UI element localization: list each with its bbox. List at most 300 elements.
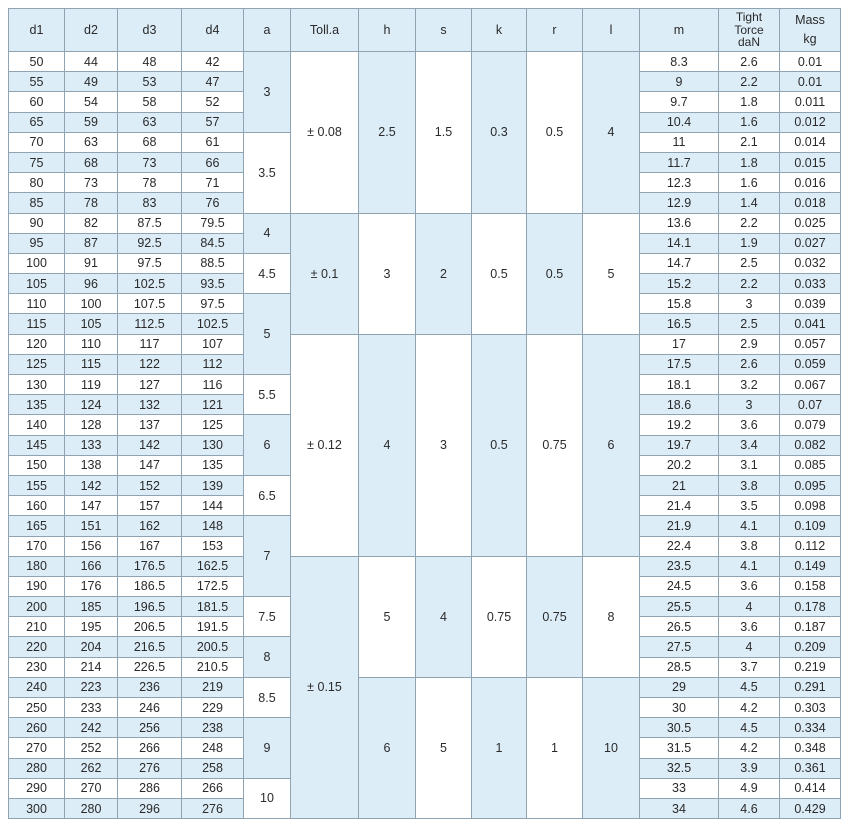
cell-d3: 286 [118, 778, 182, 798]
cell-m: 13.6 [640, 213, 719, 233]
cell-d1: 165 [9, 516, 65, 536]
cell-tight-torque: 2.9 [719, 334, 780, 354]
cell-tight-torque: 2.6 [719, 52, 780, 72]
cell-m: 9.7 [640, 92, 719, 112]
cell-d2: 49 [65, 72, 118, 92]
cell-d4: 210.5 [182, 657, 244, 677]
cell-tight-torque: 3.2 [719, 375, 780, 395]
cell-d1: 155 [9, 475, 65, 495]
cell-toll: ± 0.08 [291, 52, 359, 214]
cell-d4: 276 [182, 798, 244, 818]
cell-mass: 0.01 [780, 72, 841, 92]
cell-d4: 139 [182, 475, 244, 495]
cell-m: 12.9 [640, 193, 719, 213]
cell-a: 7 [244, 516, 291, 597]
table-row [9, 52, 841, 72]
cell-d4: 66 [182, 152, 244, 172]
cell-d1: 170 [9, 536, 65, 556]
cell-d4: 107 [182, 334, 244, 354]
header-l: l [583, 9, 640, 52]
cell-mass: 0.334 [780, 718, 841, 738]
cell-d3: 196.5 [118, 597, 182, 617]
cell-mass: 0.219 [780, 657, 841, 677]
cell-d1: 145 [9, 435, 65, 455]
cell-d3: 206.5 [118, 617, 182, 637]
cell-mass: 0.059 [780, 354, 841, 374]
cell-d1: 150 [9, 455, 65, 475]
cell-d1: 60 [9, 92, 65, 112]
cell-tight-torque: 4.6 [719, 798, 780, 818]
cell-d3: 58 [118, 92, 182, 112]
cell-m: 15.2 [640, 274, 719, 294]
cell-d3: 122 [118, 354, 182, 374]
cell-m: 22.4 [640, 536, 719, 556]
cell-mass: 0.082 [780, 435, 841, 455]
cell-d2: 280 [65, 798, 118, 818]
cell-a: 8 [244, 637, 291, 677]
cell-a: 7.5 [244, 597, 291, 637]
cell-mass: 0.025 [780, 213, 841, 233]
header-a: a [244, 9, 291, 52]
cell-d2: 119 [65, 375, 118, 395]
cell-mass: 0.348 [780, 738, 841, 758]
cell-d4: 200.5 [182, 637, 244, 657]
cell-d3: 147 [118, 455, 182, 475]
cell-m: 14.7 [640, 253, 719, 273]
cell-k: 0.5 [472, 334, 527, 556]
cell-d2: 142 [65, 475, 118, 495]
cell-d2: 128 [65, 415, 118, 435]
cell-d3: 176.5 [118, 556, 182, 576]
cell-l: 4 [583, 52, 640, 214]
cell-d3: 216.5 [118, 637, 182, 657]
cell-tight-torque: 4.1 [719, 556, 780, 576]
cell-d1: 190 [9, 576, 65, 596]
cell-mass: 0.178 [780, 597, 841, 617]
cell-l: 10 [583, 677, 640, 818]
cell-m: 23.5 [640, 556, 719, 576]
cell-m: 32.5 [640, 758, 719, 778]
header-toll: Toll.a [291, 9, 359, 52]
cell-d1: 270 [9, 738, 65, 758]
cell-tight-torque: 4.2 [719, 698, 780, 718]
cell-d3: 97.5 [118, 253, 182, 273]
cell-h: 2.5 [359, 52, 416, 214]
cell-tight-torque: 3.1 [719, 455, 780, 475]
cell-mass: 0.187 [780, 617, 841, 637]
cell-d3: 107.5 [118, 294, 182, 314]
cell-l: 8 [583, 556, 640, 677]
cell-tight-torque: 3.4 [719, 435, 780, 455]
cell-h: 4 [359, 334, 416, 556]
cell-m: 29 [640, 677, 719, 697]
cell-tight-torque: 3.7 [719, 657, 780, 677]
cell-d1: 220 [9, 637, 65, 657]
cell-d4: 102.5 [182, 314, 244, 334]
cell-d4: 71 [182, 173, 244, 193]
cell-tight-torque: 3.9 [719, 758, 780, 778]
cell-d2: 96 [65, 274, 118, 294]
cell-d3: 73 [118, 152, 182, 172]
cell-tight-torque: 2.2 [719, 213, 780, 233]
cell-d4: 76 [182, 193, 244, 213]
cell-mass: 0.079 [780, 415, 841, 435]
cell-d1: 55 [9, 72, 65, 92]
cell-d1: 140 [9, 415, 65, 435]
table-row [9, 334, 841, 354]
cell-d2: 138 [65, 455, 118, 475]
header-mass-line2: kg [803, 32, 817, 46]
cell-l: 5 [583, 213, 640, 334]
cell-d3: 87.5 [118, 213, 182, 233]
cell-d1: 230 [9, 657, 65, 677]
cell-mass: 0.039 [780, 294, 841, 314]
header-k: k [472, 9, 527, 52]
cell-d4: 84.5 [182, 233, 244, 253]
cell-d2: 176 [65, 576, 118, 596]
cell-tight-torque: 1.9 [719, 233, 780, 253]
header-mass [780, 9, 841, 52]
cell-m: 33 [640, 778, 719, 798]
cell-tight-torque: 3.8 [719, 475, 780, 495]
cell-d4: 153 [182, 536, 244, 556]
cell-d4: 61 [182, 132, 244, 152]
cell-d3: 63 [118, 112, 182, 132]
cell-toll: ± 0.15 [291, 556, 359, 818]
cell-d2: 233 [65, 698, 118, 718]
cell-d4: 93.5 [182, 274, 244, 294]
cell-d1: 110 [9, 294, 65, 314]
cell-m: 17 [640, 334, 719, 354]
cell-d3: 132 [118, 395, 182, 415]
header-tight-torque [719, 9, 780, 52]
cell-d1: 75 [9, 152, 65, 172]
cell-tight-torque: 3.8 [719, 536, 780, 556]
cell-tight-torque: 4.2 [719, 738, 780, 758]
cell-tight-torque: 2.5 [719, 253, 780, 273]
cell-d2: 147 [65, 496, 118, 516]
cell-d2: 185 [65, 597, 118, 617]
cell-a: 8.5 [244, 677, 291, 717]
cell-d3: 102.5 [118, 274, 182, 294]
cell-m: 17.5 [640, 354, 719, 374]
cell-d1: 240 [9, 677, 65, 697]
cell-d2: 204 [65, 637, 118, 657]
cell-a: 9 [244, 718, 291, 779]
cell-d1: 160 [9, 496, 65, 516]
cell-m: 26.5 [640, 617, 719, 637]
cell-s: 2 [416, 213, 472, 334]
cell-d4: 130 [182, 435, 244, 455]
cell-d3: 48 [118, 52, 182, 72]
cell-mass: 0.414 [780, 778, 841, 798]
header-d3: d3 [118, 9, 182, 52]
cell-tight-torque: 4.5 [719, 677, 780, 697]
table-row [9, 556, 841, 576]
cell-d4: 52 [182, 92, 244, 112]
cell-d4: 97.5 [182, 294, 244, 314]
cell-s: 4 [416, 556, 472, 677]
cell-d1: 90 [9, 213, 65, 233]
cell-mass: 0.095 [780, 475, 841, 495]
cell-d3: 142 [118, 435, 182, 455]
cell-mass: 0.014 [780, 132, 841, 152]
dimension-table [8, 8, 841, 819]
cell-d2: 63 [65, 132, 118, 152]
cell-d4: 266 [182, 778, 244, 798]
cell-d1: 280 [9, 758, 65, 778]
cell-d2: 44 [65, 52, 118, 72]
cell-a: 3.5 [244, 132, 291, 213]
cell-m: 21 [640, 475, 719, 495]
cell-d1: 100 [9, 253, 65, 273]
cell-mass: 0.012 [780, 112, 841, 132]
cell-h: 6 [359, 677, 416, 818]
cell-m: 15.8 [640, 294, 719, 314]
header-m: m [640, 9, 719, 52]
cell-m: 8.3 [640, 52, 719, 72]
cell-mass: 0.109 [780, 516, 841, 536]
cell-tight-torque: 1.8 [719, 152, 780, 172]
cell-mass: 0.01 [780, 52, 841, 72]
cell-m: 18.6 [640, 395, 719, 415]
cell-s: 1.5 [416, 52, 472, 214]
cell-d3: 78 [118, 173, 182, 193]
cell-d3: 236 [118, 677, 182, 697]
cell-a: 5 [244, 294, 291, 375]
cell-d4: 88.5 [182, 253, 244, 273]
cell-m: 30 [640, 698, 719, 718]
cell-m: 14.1 [640, 233, 719, 253]
cell-mass: 0.361 [780, 758, 841, 778]
cell-toll: ± 0.1 [291, 213, 359, 334]
cell-mass: 0.057 [780, 334, 841, 354]
cell-d1: 65 [9, 112, 65, 132]
cell-tight-torque: 2.1 [719, 132, 780, 152]
cell-d4: 57 [182, 112, 244, 132]
header-d1: d1 [9, 9, 65, 52]
cell-h: 3 [359, 213, 416, 334]
cell-d1: 80 [9, 173, 65, 193]
header-tight-line1: Tight [735, 10, 763, 25]
cell-d1: 85 [9, 193, 65, 213]
cell-d4: 144 [182, 496, 244, 516]
cell-mass: 0.041 [780, 314, 841, 334]
table-row [9, 677, 841, 697]
cell-d2: 242 [65, 718, 118, 738]
cell-d1: 250 [9, 698, 65, 718]
cell-d2: 195 [65, 617, 118, 637]
cell-d2: 87 [65, 233, 118, 253]
cell-d1: 300 [9, 798, 65, 818]
cell-d3: 117 [118, 334, 182, 354]
cell-d2: 262 [65, 758, 118, 778]
cell-d1: 180 [9, 556, 65, 576]
cell-a: 10 [244, 778, 291, 818]
cell-k: 0.75 [472, 556, 527, 677]
cell-k: 0.3 [472, 52, 527, 214]
cell-a: 5.5 [244, 375, 291, 415]
cell-d3: 226.5 [118, 657, 182, 677]
cell-mass: 0.033 [780, 274, 841, 294]
cell-d3: 152 [118, 475, 182, 495]
cell-r: 0.75 [527, 334, 583, 556]
cell-mass: 0.429 [780, 798, 841, 818]
cell-k: 0.5 [472, 213, 527, 334]
header-mass-line1: Mass [795, 13, 825, 27]
cell-toll: ± 0.12 [291, 334, 359, 556]
cell-mass: 0.018 [780, 193, 841, 213]
cell-d4: 172.5 [182, 576, 244, 596]
header-tight-line3: daN [737, 35, 760, 50]
cell-m: 16.5 [640, 314, 719, 334]
cell-d2: 252 [65, 738, 118, 758]
header-r: r [527, 9, 583, 52]
cell-d4: 125 [182, 415, 244, 435]
header-d4: d4 [182, 9, 244, 52]
cell-d4: 248 [182, 738, 244, 758]
cell-d4: 116 [182, 375, 244, 395]
cell-tight-torque: 3 [719, 395, 780, 415]
cell-d3: 68 [118, 132, 182, 152]
cell-d3: 246 [118, 698, 182, 718]
cell-mass: 0.015 [780, 152, 841, 172]
cell-d4: 219 [182, 677, 244, 697]
cell-mass: 0.085 [780, 455, 841, 475]
header-d2: d2 [65, 9, 118, 52]
cell-tight-torque: 3.6 [719, 576, 780, 596]
cell-tight-torque: 3.6 [719, 415, 780, 435]
cell-d1: 105 [9, 274, 65, 294]
cell-d1: 50 [9, 52, 65, 72]
cell-tight-torque: 4.5 [719, 718, 780, 738]
cell-r: 0.75 [527, 556, 583, 677]
cell-d2: 91 [65, 253, 118, 273]
cell-tight-torque: 2.2 [719, 274, 780, 294]
cell-a: 4 [244, 213, 291, 253]
cell-s: 5 [416, 677, 472, 818]
cell-d2: 110 [65, 334, 118, 354]
cell-mass: 0.098 [780, 496, 841, 516]
cell-tight-torque: 4.1 [719, 516, 780, 536]
cell-d4: 148 [182, 516, 244, 536]
cell-m: 19.2 [640, 415, 719, 435]
cell-d3: 266 [118, 738, 182, 758]
table-row [9, 213, 841, 233]
cell-m: 9 [640, 72, 719, 92]
cell-mass: 0.067 [780, 375, 841, 395]
cell-d3: 276 [118, 758, 182, 778]
cell-tight-torque: 3 [719, 294, 780, 314]
cell-m: 34 [640, 798, 719, 818]
cell-d1: 120 [9, 334, 65, 354]
cell-m: 21.9 [640, 516, 719, 536]
cell-tight-torque: 4 [719, 637, 780, 657]
header-row [9, 9, 841, 52]
cell-d3: 162 [118, 516, 182, 536]
cell-d1: 115 [9, 314, 65, 334]
cell-d4: 258 [182, 758, 244, 778]
cell-mass: 0.209 [780, 637, 841, 657]
cell-d2: 124 [65, 395, 118, 415]
cell-d2: 100 [65, 294, 118, 314]
cell-tight-torque: 2.5 [719, 314, 780, 334]
cell-d1: 200 [9, 597, 65, 617]
cell-mass: 0.07 [780, 395, 841, 415]
cell-mass: 0.011 [780, 92, 841, 112]
cell-tight-torque: 1.6 [719, 112, 780, 132]
cell-d2: 270 [65, 778, 118, 798]
cell-tight-torque: 4.9 [719, 778, 780, 798]
cell-d2: 151 [65, 516, 118, 536]
cell-l: 6 [583, 334, 640, 556]
cell-d2: 166 [65, 556, 118, 576]
cell-m: 18.1 [640, 375, 719, 395]
cell-d4: 121 [182, 395, 244, 415]
cell-a: 3 [244, 52, 291, 133]
cell-tight-torque: 2.6 [719, 354, 780, 374]
header-tight-line2: Torce [734, 22, 764, 37]
cell-d1: 130 [9, 375, 65, 395]
cell-r: 1 [527, 677, 583, 818]
cell-d1: 260 [9, 718, 65, 738]
cell-mass: 0.016 [780, 173, 841, 193]
cell-d3: 157 [118, 496, 182, 516]
cell-d4: 162.5 [182, 556, 244, 576]
cell-d4: 42 [182, 52, 244, 72]
cell-tight-torque: 1.8 [719, 92, 780, 112]
cell-d4: 47 [182, 72, 244, 92]
cell-mass: 0.112 [780, 536, 841, 556]
cell-mass: 0.027 [780, 233, 841, 253]
cell-d2: 78 [65, 193, 118, 213]
cell-d3: 92.5 [118, 233, 182, 253]
cell-mass: 0.032 [780, 253, 841, 273]
cell-d4: 112 [182, 354, 244, 374]
cell-a: 4.5 [244, 253, 291, 293]
cell-m: 24.5 [640, 576, 719, 596]
cell-r: 0.5 [527, 52, 583, 214]
cell-tight-torque: 4 [719, 597, 780, 617]
cell-d3: 256 [118, 718, 182, 738]
cell-m: 28.5 [640, 657, 719, 677]
cell-m: 21.4 [640, 496, 719, 516]
cell-tight-torque: 2.2 [719, 72, 780, 92]
cell-d4: 229 [182, 698, 244, 718]
cell-d2: 82 [65, 213, 118, 233]
cell-d2: 105 [65, 314, 118, 334]
cell-k: 1 [472, 677, 527, 818]
cell-d4: 238 [182, 718, 244, 738]
table-container [8, 8, 841, 819]
cell-tight-torque: 3.6 [719, 617, 780, 637]
cell-d3: 167 [118, 536, 182, 556]
cell-tight-torque: 1.6 [719, 173, 780, 193]
cell-m: 30.5 [640, 718, 719, 738]
cell-d4: 79.5 [182, 213, 244, 233]
cell-d1: 125 [9, 354, 65, 374]
cell-d1: 135 [9, 395, 65, 415]
cell-d2: 115 [65, 354, 118, 374]
cell-m: 31.5 [640, 738, 719, 758]
cell-d1: 95 [9, 233, 65, 253]
cell-m: 25.5 [640, 597, 719, 617]
cell-d2: 68 [65, 152, 118, 172]
cell-tight-torque: 3.5 [719, 496, 780, 516]
cell-mass: 0.158 [780, 576, 841, 596]
cell-mass: 0.291 [780, 677, 841, 697]
header-s: s [416, 9, 472, 52]
